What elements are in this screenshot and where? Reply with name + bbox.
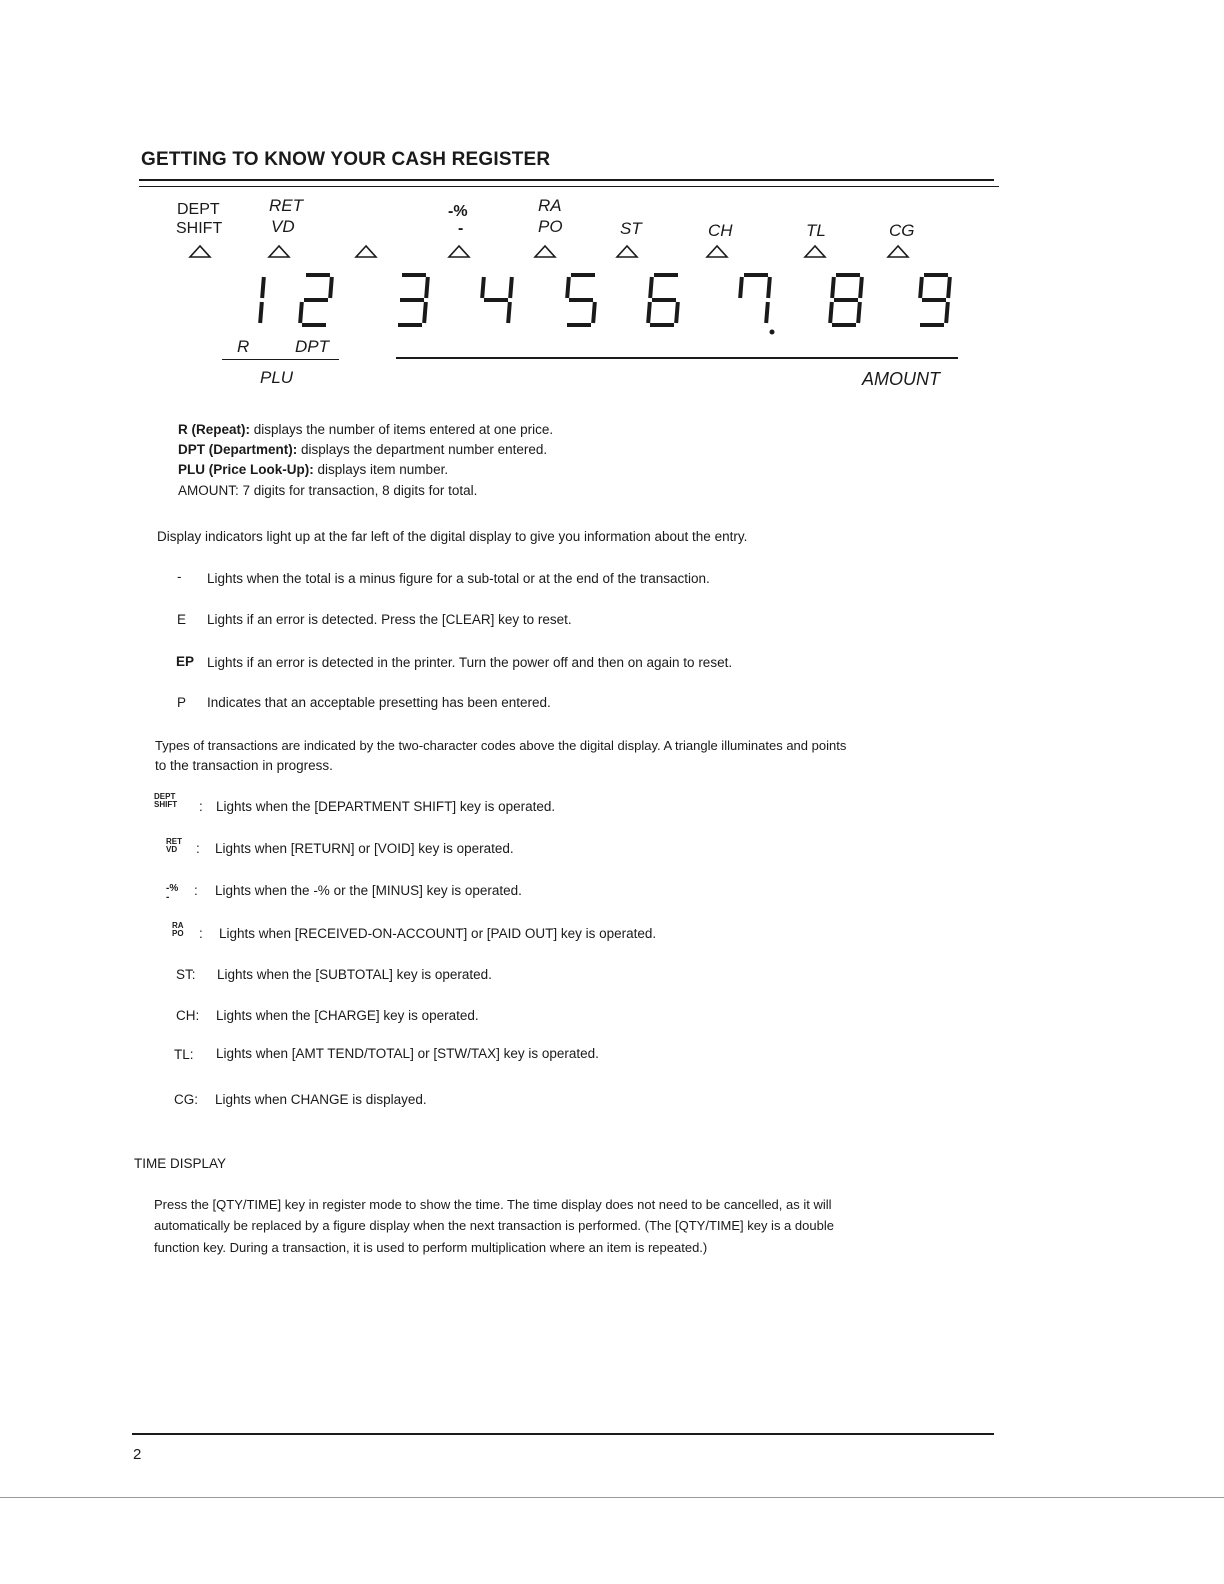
plu-rule — [222, 359, 339, 360]
code-text: Lights when the [CHARGE] key is operated. — [216, 1008, 479, 1023]
amount-rule — [396, 357, 958, 359]
code-symbol-top: RA — [172, 921, 184, 930]
time-display-line-3: function key. During a transaction, it is used to perform multiplication where an item is repeated.) — [154, 1240, 708, 1255]
indicator-minus-label-1: -% — [448, 203, 468, 220]
definition-row — [178, 482, 477, 500]
code-text: Lights when [AMT TEND/TOTAL] or [STW/TAX] key is operated. — [216, 1046, 599, 1061]
indicator-ch-label: CH — [708, 221, 733, 240]
code-text: Lights when CHANGE is displayed. — [215, 1092, 427, 1107]
code-label: CG: — [174, 1092, 199, 1107]
seven-segment-display — [0, 0, 1224, 340]
indicator-minus-label-2: - — [458, 220, 464, 237]
code-minus-symbol — [166, 884, 178, 902]
code-text: Lights when [RECEIVED-ON-ACCOUNT] or [PAID OUT] key is operated. — [219, 926, 657, 941]
display-digit-6 — [648, 275, 678, 325]
definition-text: displays item number. — [313, 462, 449, 477]
decimal-point — [770, 330, 775, 335]
indicator-item-symbol: P — [177, 695, 187, 710]
indicator-item-text: Indicates that an acceptable presetting has been entered. — [207, 695, 551, 710]
code-symbol-bottom: SHIFT — [154, 800, 178, 809]
indicator-ret-label-1: RET — [269, 196, 303, 215]
code-ra-po-symbol — [172, 922, 184, 938]
definition-key: DPT (Department): — [178, 442, 298, 457]
code-colon: : — [194, 883, 198, 898]
indicators-intro: Display indicators light up at the far left of the digital display to give you information about the entry. — [157, 529, 748, 544]
code-colon: : — [199, 926, 203, 941]
definition-text: displays the number of items entered at one price. — [250, 422, 554, 437]
time-display-line-1: Press the [QTY/TIME] key in register mode to show the time. The time display does not need to be cancelled, as it will — [154, 1197, 832, 1212]
indicator-item-text: Lights if an error is detected. Press the [CLEAR] key to reset. — [207, 612, 572, 627]
page-title: GETTING TO KNOW YOUR CASH REGISTER — [141, 149, 551, 170]
repeat-sub-label: R — [237, 337, 250, 356]
indicator-item-text: Lights if an error is detected in the printer. Turn the power off and then on again to reset. — [207, 655, 733, 670]
indicator-item-symbol: EP — [176, 654, 195, 669]
indicator-tl-label: TL — [806, 221, 826, 240]
code-dept-shift-symbol — [154, 793, 177, 809]
display-digit-4 — [482, 277, 512, 323]
indicator-dept-label-1: DEPT — [177, 201, 220, 218]
code-text: Lights when the [DEPARTMENT SHIFT] key is operated. — [216, 799, 556, 814]
display-digit-7 — [740, 275, 770, 323]
definition-row — [178, 421, 553, 439]
scan-edge-line — [0, 1497, 1224, 1498]
indicator-ra-label-1: RA — [538, 196, 562, 215]
code-ret-vd-symbol — [166, 838, 182, 854]
code-text: Lights when the [SUBTOTAL] key is operated. — [217, 967, 492, 982]
amount-label: AMOUNT — [862, 369, 940, 389]
indicator-cg-label: CG — [889, 221, 915, 240]
code-symbol-top: RET — [166, 837, 182, 846]
types-intro-line-1: Types of transactions are indicated by the two-character codes above the digital display. A triangle illuminates and points — [155, 738, 847, 753]
code-label: TL: — [174, 1047, 194, 1062]
definition-text: 7 digits for transaction, 8 digits for total. — [238, 483, 478, 498]
indicator-st-label: ST — [620, 219, 642, 238]
definition-key: PLU (Price Look-Up): — [178, 462, 314, 477]
indicator-dept-label-2: SHIFT — [176, 220, 223, 237]
indicator-item-text: Lights when the total is a minus figure for a sub-total or at the end of the transaction. — [207, 571, 710, 586]
types-intro-line-2: to the transaction in progress. — [155, 758, 333, 773]
time-display-heading: TIME DISPLAY — [134, 1156, 227, 1171]
code-label: ST: — [176, 967, 196, 982]
code-symbol-bottom: VD — [166, 845, 178, 854]
indicator-item-symbol: - — [177, 569, 182, 584]
definition-row — [178, 441, 547, 459]
time-display-line-2: automatically be replaced by a figure display when the next transaction is performed. (The [QTY/TIME] key is a double — [154, 1218, 834, 1233]
display-digit-9 — [920, 275, 950, 325]
code-symbol-bottom: - — [166, 892, 170, 903]
code-symbol-top: DEPT — [154, 792, 176, 801]
code-symbol-bottom: PO — [172, 929, 184, 938]
indicator-ra-label-2: PO — [538, 217, 563, 236]
display-digit-5 — [567, 275, 595, 325]
display-digit-1 — [260, 277, 264, 323]
indicator-item-symbol: E — [177, 612, 187, 627]
definition-text: displays the department number entered. — [297, 442, 548, 457]
department-sub-label: DPT — [295, 337, 329, 356]
code-colon: : — [199, 799, 203, 814]
code-colon: : — [196, 841, 200, 856]
display-digit-2 — [300, 275, 332, 325]
code-label: CH: — [176, 1008, 200, 1023]
plu-label: PLU — [260, 368, 294, 387]
code-text: Lights when [RETURN] or [VOID] key is operated. — [215, 841, 514, 856]
definition-row — [178, 461, 448, 479]
code-text: Lights when the -% or the [MINUS] key is operated. — [215, 883, 522, 898]
indicator-ret-label-2: VD — [271, 217, 295, 236]
page-number: 2 — [133, 1446, 142, 1463]
definition-key: AMOUNT: — [178, 483, 239, 498]
code-symbol-top: -% — [166, 883, 179, 894]
display-digit-8 — [830, 275, 862, 325]
definition-key: R (Repeat): — [178, 422, 251, 437]
footer-rule — [132, 1433, 994, 1435]
display-digit-3 — [398, 275, 428, 325]
